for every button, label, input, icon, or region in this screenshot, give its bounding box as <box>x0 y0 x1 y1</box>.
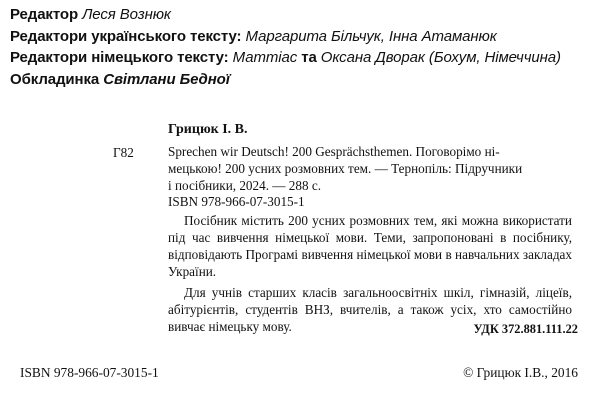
description-line: мецькою! 200 усних розмовних тем. — Тернопіль: Підручники <box>168 161 523 176</box>
annotation-paragraph: Посібник містить 200 усних розмовних тем, які можна використати під час вивчення німецької мови. Теми, запропоновані в посібнику, відповідають Програмі вивчення німецької мови в навчальних закладах України. <box>168 213 572 279</box>
catalog-isbn: ISBN 978-966-07-3015-1 <box>168 194 305 209</box>
credit-ukr-editors-label: Редактори українського тексту: <box>10 27 242 45</box>
credit-cover-label: Обкладинка <box>10 70 100 88</box>
catalog-classification: Г82 <box>113 145 134 160</box>
credit-ger-editors-label: Редактори німецького тексту: <box>10 49 229 66</box>
credit-ger-editors-conj: та <box>301 49 317 66</box>
credit-ger-editors-name1: Маттіас <box>232 49 298 66</box>
footer-isbn: ISBN 978-966-07-3015-1 <box>20 365 159 380</box>
catalog-author: Грицюк І. В. <box>168 122 248 137</box>
udk-code: УДК 372.881.111.22 <box>473 322 578 336</box>
annotation-paragraph: Для учнів старших класів загальноосвітніх шкіл, гімназій, ліцеїв, абітурієнтів, студентів ВНЗ, вчителів, а також усіх, хто самостійно вивчає німецьку мову. <box>168 285 572 334</box>
catalog-description <box>168 143 576 194</box>
credit-ger-editors-name2: Оксана Дворак (Бохум, Німеччина) <box>320 49 561 66</box>
credit-ukr-editors-names: Маргарита Більчук, Інна Атаманюк <box>245 27 497 45</box>
credit-cover-name: Світлани Бедної <box>103 70 230 88</box>
catalog-annotation <box>168 212 572 335</box>
description-line: і посібники, 2024. — 288 с. <box>168 178 322 193</box>
footer-copyright: © Грицюк І.В., 2016 <box>463 365 578 380</box>
credit-editor-label: Редактор <box>10 6 79 23</box>
credit-editor-name: Леся Вознюк <box>82 6 171 23</box>
description-line: Sprechen wir Deutsch! 200 Gesprächsthemen. Поговорімо ні- <box>168 144 500 159</box>
